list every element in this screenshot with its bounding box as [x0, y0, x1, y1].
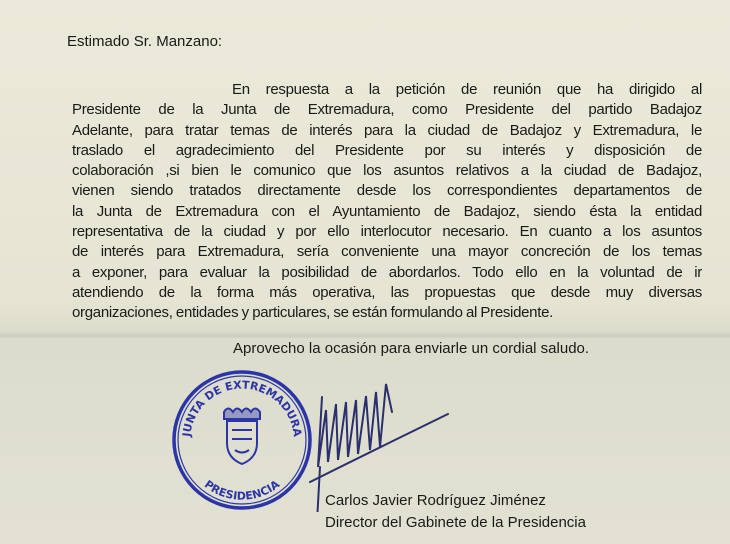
signer-block — [325, 490, 586, 534]
body-line: Presidente de la Junta de Extremadura, como Presidente del partido Badajoz — [72, 101, 702, 119]
paper-fold — [0, 330, 730, 340]
body-line: colaboración ,si bien le comunico que los asuntos relativos a la ciudad de Badajoz, — [72, 162, 702, 180]
letter-body — [72, 80, 702, 324]
signer-title: Director del Gabinete de la Presidencia — [325, 514, 586, 531]
body-line: traslado el agradecimiento del Presidente por su interés y disposición de — [72, 141, 702, 159]
letter-closing: Aprovecho la ocasión para enviarle un cordial saludo. — [233, 340, 590, 357]
signer-name: Carlos Javier Rodríguez Jiménez — [325, 492, 546, 509]
body-line: Adelante, para tratar temas de interés para la ciudad de Badajoz y Extremadura, le — [72, 121, 702, 139]
svg-text:PRESIDENCIA — [202, 477, 283, 502]
body-line: vienen siendo tratados directamente desde los correspondientes departamentos de — [72, 182, 702, 200]
body-line: de interés para Extremadura, sería conveniente una mayor concreción de los temas — [72, 243, 702, 261]
body-line: la Junta de Extremadura con el Ayuntamiento de Badajoz, siendo ésta la entidad — [72, 202, 702, 220]
body-line: organizaciones, entidades y particulares, se están formulando al Presidente. — [72, 304, 553, 322]
official-stamp — [170, 368, 315, 513]
coat-of-arms-icon — [224, 409, 260, 465]
body-line: a exponer, para evaluar la posibilidad de abordarlos. Todo ello en la voluntad de ir — [72, 263, 702, 281]
body-line: atendiendo de la forma más operativa, las propuestas que desde muy diversas — [72, 283, 702, 301]
letter-greeting: Estimado Sr. Manzano: — [67, 33, 223, 50]
body-line: representativa de la ciudad y por ello interlocutor necesario. En cuanto a los asuntos — [72, 223, 702, 241]
stamp-top-text: JUNTA DE EXTREMADURA — [180, 378, 304, 438]
body-line: En respuesta a la petición de reunión que ha dirigido al — [232, 81, 702, 98]
stamp-bottom-text: PRESIDENCIA — [201, 477, 283, 503]
